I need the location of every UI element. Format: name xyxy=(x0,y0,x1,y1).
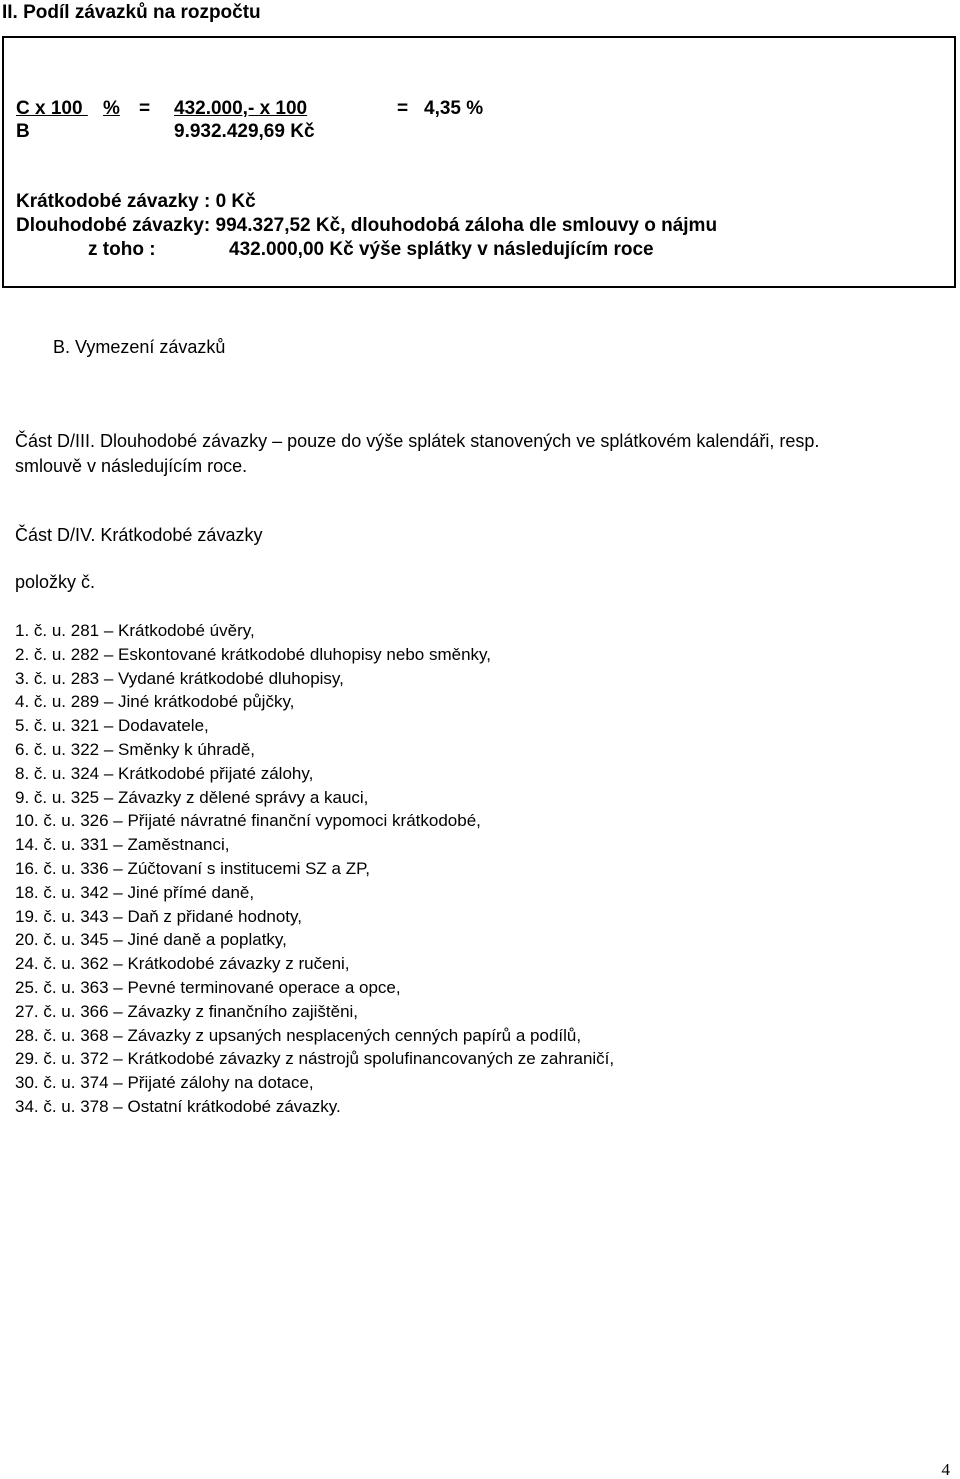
formula-numerator-label: C x 100 xyxy=(16,98,88,119)
long-term-liabilities: Dlouhodobé závazky: 994.327,52 Kč, dlouhodobá záloha dle smlouvy o nájmu xyxy=(16,215,718,236)
list-item: 10. č. u. 326 – Přijaté návratné finanční vypomoci krátkodobé, xyxy=(15,811,481,831)
liabilities-list xyxy=(15,619,614,1119)
formula-result: 4,35 % xyxy=(424,98,484,119)
list-item: 20. č. u. 345 – Jiné daně a poplatky, xyxy=(15,930,287,950)
list-item: 16. č. u. 336 – Zúčtovaní s institucemi SZ a ZP, xyxy=(15,858,370,878)
list-item: 2. č. u. 282 – Eskontované krátkodobé dluhopisy nebo směnky, xyxy=(15,644,491,664)
list-item: 3. č. u. 283 – Vydané krátkodobé dluhopisy, xyxy=(15,668,344,688)
formula-denominator-label: B xyxy=(16,121,30,142)
formula-equals-2: = xyxy=(397,98,409,119)
formula-percent: % xyxy=(103,98,120,119)
formula-numerator-value: 432.000,- x 100 xyxy=(174,98,308,119)
list-item: 8. č. u. 324 – Krátkodobé přijaté zálohy, xyxy=(15,763,314,783)
section-title: II. Podíl závazků na rozpočtu xyxy=(2,2,261,23)
list-item: 19. č. u. 343 – Daň z přidané hodnoty, xyxy=(15,906,302,926)
list-item: 29. č. u. 372 – Krátkodobé závazky z nástrojů spolufinancovaných ze zahraničí, xyxy=(15,1049,615,1069)
list-item: 28. č. u. 368 – Závazky z upsaných nesplacených cenných papírů a podílů, xyxy=(15,1025,582,1045)
list-item: 30. č. u. 374 – Přijaté zálohy na dotace, xyxy=(15,1073,314,1093)
heading-b: B. Vymezení závazků xyxy=(53,337,226,357)
page-number: 4 xyxy=(941,1460,950,1479)
list-item: 25. č. u. 363 – Pevné terminované operace a opce, xyxy=(15,977,401,997)
list-item: 14. č. u. 331 – Zaměstnanci, xyxy=(15,835,230,855)
of-which-value: 432.000,00 Kč výše splátky v následujícím roce xyxy=(229,239,654,260)
formula-denominator-value: 9.932.429,69 Kč xyxy=(174,121,315,142)
list-item: 6. č. u. 322 – Směnky k úhradě, xyxy=(15,739,256,759)
list-item: 34. č. u. 378 – Ostatní krátkodobé závazky. xyxy=(15,1096,341,1116)
list-item: 24. č. u. 362 – Krátkodobé závazky z ručeni, xyxy=(15,954,350,974)
list-item: 27. č. u. 366 – Závazky z finančního zajištěni, xyxy=(15,1001,359,1021)
short-term-liabilities: Krátkodobé závazky : 0 Kč xyxy=(16,191,256,212)
list-item: 5. č. u. 321 – Dodavatele, xyxy=(15,716,209,736)
list-item: 9. č. u. 325 – Závazky z dělené správy a kauci, xyxy=(15,787,369,807)
list-item: 18. č. u. 342 – Jiné přímé daně, xyxy=(15,882,255,902)
list-item: 1. č. u. 281 – Krátkodobé úvěry, xyxy=(15,621,255,640)
part-d3-line-2: smlouvě v následujícím roce. xyxy=(15,456,248,476)
part-d4-heading: Část D/IV. Krátkodobé závazky xyxy=(15,525,263,545)
list-item: 4. č. u. 289 – Jiné krátkodobé půjčky, xyxy=(15,692,295,712)
part-d3-line-1: Část D/III. Dlouhodobé závazky – pouze do výše splátek stanovených ve splátkovém kalendáři, resp. xyxy=(15,431,820,451)
of-which-label: z toho : xyxy=(88,239,156,260)
formula-equals: = xyxy=(139,98,151,119)
items-label: položky č. xyxy=(15,572,96,592)
